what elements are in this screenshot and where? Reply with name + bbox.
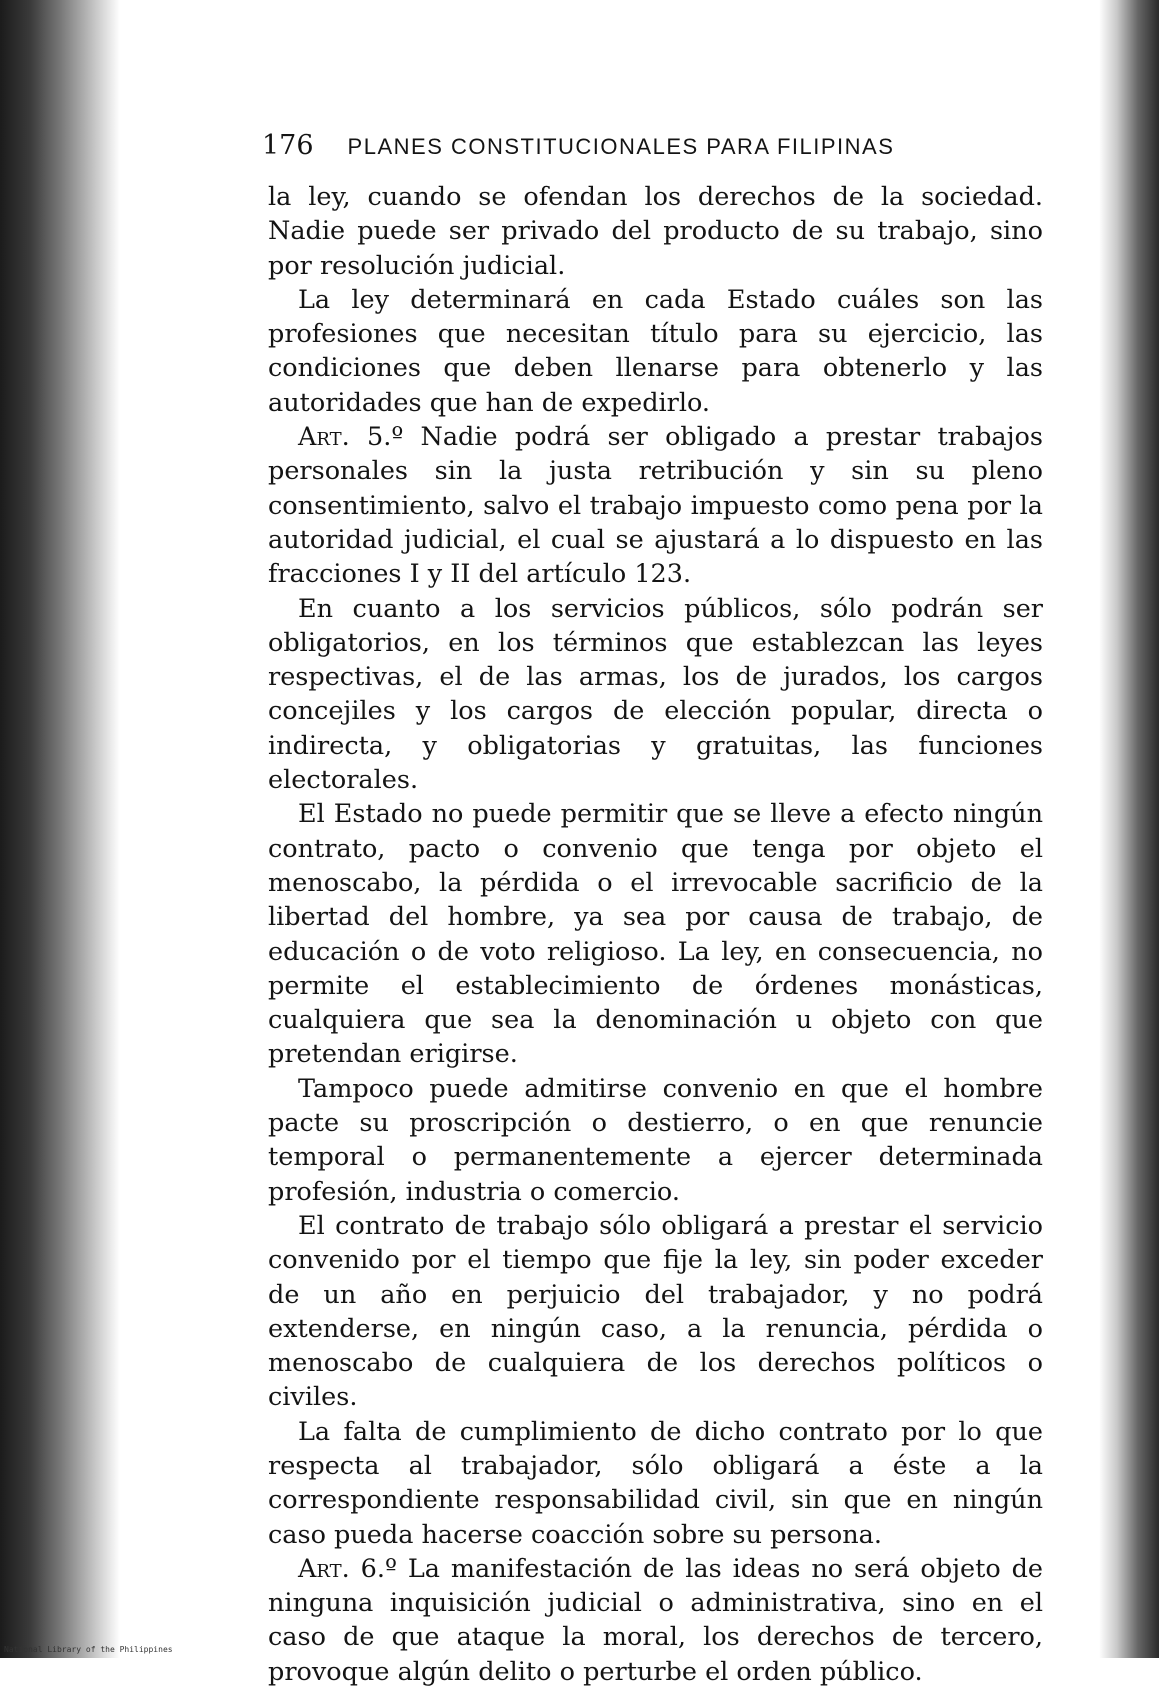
- paragraph: [268, 1415, 1043, 1552]
- paragraph-text: Tampoco puede admitirse convenio en que el hombre pacte su proscripción o destierro, o en que renuncie temporal o permanentemente a ejercer determinada profesión, industria o comercio.: [268, 1073, 1043, 1207]
- paragraph-text: El contrato de trabajo sólo obligará a prestar el servicio convenido por el tiempo que fije la ley, sin poder exceder de un año en perjuicio del trabajador, y no podrá extenderse, en ningún caso, a la renuncia, pérdida o menoscabo de cualquiera de los derechos políticos o civiles.: [268, 1210, 1043, 1413]
- page-number: 176: [262, 130, 314, 161]
- paragraph-text: La ley determinará en cada Estado cuáles son las profesiones que necesitan título para su ejercicio, las condiciones que deben llenarse para obtenerlo y las autoridades que han de expedirlo.: [268, 284, 1043, 418]
- paragraph: [268, 1209, 1043, 1415]
- paragraph-text: Nadie podrá ser obligado a prestar trabajos personales sin la justa retribución y sin su pleno consentimiento, salvo el trabajo impuesto como pena por la autoridad judicial, el cual se ajustará a lo dispuesto en las fracciones I y II del artículo 123.: [268, 422, 1043, 590]
- page-header: [262, 130, 922, 170]
- paragraph-text: La manifestación de las ideas no será objeto de ninguna inquisición judicial o administrativa, sino en el caso de que ataque la moral, los derechos de tercero, provoque algún delito o perturbe el orden público.: [268, 1553, 1043, 1687]
- paragraph: [268, 283, 1043, 420]
- scan-credit: National Library of the Philippines: [4, 1645, 173, 1654]
- paragraph-text: la ley, cuando se ofendan los derechos de la sociedad. Nadie puede ser privado del producto de su trabajo, sino por resolución judicial.: [268, 182, 1043, 281]
- running-title: PLANES CONSTITUCIONALES PARA FILIPINAS: [347, 134, 895, 159]
- article-5-paragraph: [268, 420, 1043, 591]
- paragraph-continuation: [268, 180, 1043, 283]
- article-label: Art. 6.º: [298, 1553, 397, 1584]
- scan-left-margin: [0, 0, 120, 1658]
- paragraph-text: La falta de cumplimiento de dicho contrato por lo que respecta al trabajador, sólo obligará a éste a la correspondiente responsabilidad civil, sin que en ningún caso pueda hacerse coacción sobre su persona.: [268, 1416, 1043, 1550]
- paragraph-text: El Estado no puede permitir que se lleve a efecto ningún contrato, pacto o convenio que tenga por objeto el menoscabo, la pérdida o el irrevocable sacrificio de la libertad del hombre, ya sea por causa de trabajo, de educación o de voto religioso. La ley, en consecuencia, no permite el establecimiento de órdenes monásticas, cualquiera que sea la denominación u objeto con que pretendan erigirse.: [268, 799, 1043, 1070]
- paragraph: [268, 797, 1043, 1071]
- article-6-paragraph: [268, 1552, 1043, 1689]
- paragraph: [268, 1072, 1043, 1209]
- article-label: Art. 5.º: [298, 422, 404, 453]
- page-body: [268, 180, 1043, 1689]
- scan-right-margin: [1099, 0, 1159, 1658]
- paragraph-text: En cuanto a los servicios públicos, sólo podrán ser obligatorios, en los términos que establezcan las leyes respectivas, el de las armas, los de jurados, los cargos concejiles y los cargos de elección popular, directa o indirecta, y obligatorias y gratuitas, las funciones electorales.: [268, 593, 1043, 796]
- paragraph: [268, 592, 1043, 798]
